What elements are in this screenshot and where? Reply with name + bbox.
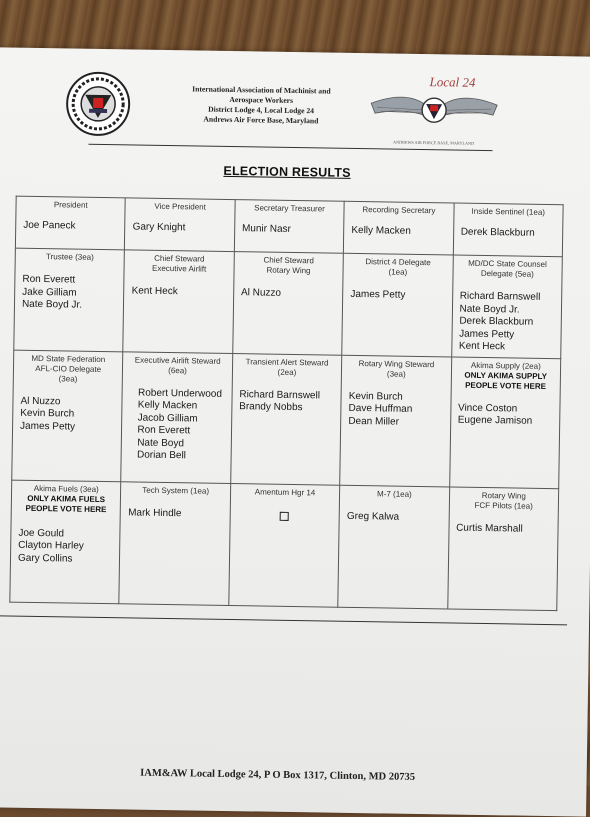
office-cell <box>447 486 558 610</box>
table-row <box>14 248 563 358</box>
office-title: (2ea) <box>277 367 297 377</box>
elected-name: Vince Coston <box>457 402 518 415</box>
office-cell <box>229 483 340 607</box>
office-title: MD State Federation <box>31 353 106 364</box>
voting-restriction-note: ONLY AKIMA SUPPLY <box>464 370 548 381</box>
office-title: Chief Steward <box>263 255 314 266</box>
office-cell <box>125 198 235 252</box>
office-title: (6ea) <box>168 365 187 375</box>
office-cell <box>10 480 121 604</box>
office-title: Executive Airlift Steward <box>134 355 221 366</box>
office-title: M-7 (1ea) <box>377 488 412 499</box>
elected-name: Kevin Burch <box>20 407 75 420</box>
elected-name: Kent Heck <box>458 340 506 353</box>
office-title: Inside Sentinel (1ea) <box>471 206 546 217</box>
office-cell <box>121 351 232 483</box>
results-table <box>9 196 563 611</box>
footer-address: IAM&AW Local Lodge 24, P O Box 1317, Clinton, MD 20735 <box>140 767 416 783</box>
elected-name: Curtis Marshall <box>456 522 523 535</box>
office-cell <box>344 201 454 255</box>
org-line: District Lodge 4, Local Lodge 24 <box>208 104 315 116</box>
elected-name: Richard Barnswell <box>459 290 541 303</box>
office-cell <box>340 355 451 487</box>
elected-name: Clayton Harley <box>18 539 84 552</box>
office-title: Secretary Treasurer <box>254 203 325 214</box>
office-cell <box>12 350 123 482</box>
office-title: Vice President <box>154 201 206 212</box>
elected-name: Robert Underwood <box>137 387 223 400</box>
office-title: Rotary Wing <box>481 490 526 501</box>
office-title: Akima Supply (2ea) <box>470 360 541 371</box>
office-title: (1ea) <box>388 267 408 277</box>
office-cell <box>453 203 563 257</box>
office-cell <box>123 250 234 353</box>
elected-name: James Petty <box>350 288 406 301</box>
office-title: Tech System (1ea) <box>142 485 210 496</box>
voting-restriction-note: PEOPLE VOTE HERE <box>25 503 107 514</box>
footer-divider <box>0 615 567 625</box>
elected-name: Brandy Nobbs <box>239 401 303 414</box>
elected-names <box>16 395 119 434</box>
elected-name: Ron Everett <box>22 273 76 286</box>
elected-names <box>344 390 447 429</box>
elected-name: James Petty <box>20 420 76 433</box>
elected-name: Nate Boyd <box>137 437 185 449</box>
elected-name: Gary Knight <box>132 221 186 234</box>
elected-name: Munir Nasr <box>241 223 291 235</box>
elected-name: Greg Kalwa <box>346 510 400 523</box>
elected-name: Nate Boyd Jr. <box>21 298 83 311</box>
voting-restriction-note: ONLY AKIMA FUELS <box>27 493 106 504</box>
elected-names <box>14 527 117 566</box>
elected-name: Jake Gilliam <box>22 286 77 299</box>
elected-names <box>18 274 121 313</box>
elected-name: Richard Barnswell <box>239 388 321 401</box>
office-title: Transient Alert Steward <box>245 356 329 368</box>
svg-text:Local 24: Local 24 <box>429 74 476 90</box>
elected-names <box>346 289 449 303</box>
page-title: ELECTION RESULTS <box>223 163 351 180</box>
office-cell <box>231 353 342 485</box>
elected-name: Ron Everett <box>137 424 191 437</box>
elected-names <box>235 389 338 416</box>
office-cell <box>119 481 230 605</box>
office-title: MD/DC State Counsel <box>468 258 547 269</box>
elected-names <box>343 510 446 524</box>
local-24-wings-logo <box>366 71 501 151</box>
elected-names <box>238 223 341 237</box>
office-title: FCF Pilots (1ea) <box>474 500 533 511</box>
org-line: Aerospace Workers <box>229 94 294 105</box>
elected-name: Joe Paneck <box>23 219 76 232</box>
empty-checkbox-icon <box>280 511 289 520</box>
elected-name: Kent Heck <box>131 285 178 298</box>
office-cell <box>451 255 562 358</box>
elected-name: Dave Huffman <box>348 402 413 415</box>
office-title: Chief Steward <box>154 253 205 264</box>
elected-name: Jacob Gilliam <box>137 412 198 424</box>
elected-name: Dorian Bell <box>136 449 187 462</box>
elected-name: Al Nuzzo <box>20 395 61 407</box>
elected-name: Kevin Burch <box>348 390 403 403</box>
office-cell <box>449 356 560 488</box>
table-row <box>12 350 561 489</box>
table-row <box>10 480 559 611</box>
organization-header <box>173 84 350 127</box>
elected-name: Dean Miller <box>348 415 400 428</box>
elected-names <box>124 507 227 521</box>
elected-names <box>454 402 557 429</box>
elected-names <box>128 285 231 299</box>
office-cell <box>233 252 344 355</box>
office-title: (3ea) <box>58 373 78 384</box>
elected-name: James Petty <box>459 328 515 340</box>
org-line: Andrews Air Force Base, Maryland <box>203 114 319 126</box>
office-cell <box>342 253 453 356</box>
table-row <box>15 196 563 257</box>
elected-name: Joe Gould <box>18 527 65 539</box>
office-title: Delegate (5ea) <box>480 268 534 279</box>
office-title: Trustee (3ea) <box>46 252 94 262</box>
elected-names <box>452 522 555 536</box>
org-line: International Association of Machinist and <box>192 84 331 96</box>
office-title: Executive Airlift <box>151 263 207 274</box>
elected-name: Eugene Jamison <box>457 414 533 427</box>
elected-names <box>457 227 560 241</box>
elected-name: Nate Boyd Jr. <box>459 303 520 316</box>
office-title: District 4 Delegate <box>365 257 431 268</box>
office-cell <box>338 485 449 609</box>
office-title: Amentum Hgr 14 <box>254 486 316 497</box>
logo-caption: ANDREWS AIR FORCE BASE, MARYLAND <box>393 139 475 146</box>
office-cell <box>234 200 344 254</box>
elected-name: Derek Blackburn <box>459 315 534 328</box>
elected-name: Kelly Macken <box>137 399 198 412</box>
elected-names <box>347 225 450 239</box>
elected-name: Mark Hindle <box>128 506 182 519</box>
elected-name: Derek Blackburn <box>460 226 535 239</box>
office-cell <box>14 248 125 351</box>
voting-restriction-note: PEOPLE VOTE HERE <box>465 380 547 391</box>
office-title: (3ea) <box>386 368 406 379</box>
office-title: Rotary Wing Steward <box>358 358 435 369</box>
elected-name: Kelly Macken <box>351 224 411 237</box>
iam-emblem-logo <box>65 70 132 137</box>
elected-name: Al Nuzzo <box>240 287 282 299</box>
office-cell <box>15 196 125 250</box>
elected-names <box>125 387 229 464</box>
elected-names <box>237 287 340 301</box>
elected-name: Gary Collins <box>17 552 73 565</box>
office-title: AFL-CIO Delegate <box>35 363 102 374</box>
election-results-sheet <box>0 47 590 816</box>
elected-names <box>455 291 558 355</box>
office-title: President <box>53 200 88 210</box>
elected-names <box>19 220 122 234</box>
office-title: Akima Fuels (3ea) <box>33 483 99 494</box>
office-title: Rotary Wing <box>266 265 311 276</box>
elected-names <box>129 221 232 235</box>
office-title: Recording Secretary <box>362 205 436 216</box>
